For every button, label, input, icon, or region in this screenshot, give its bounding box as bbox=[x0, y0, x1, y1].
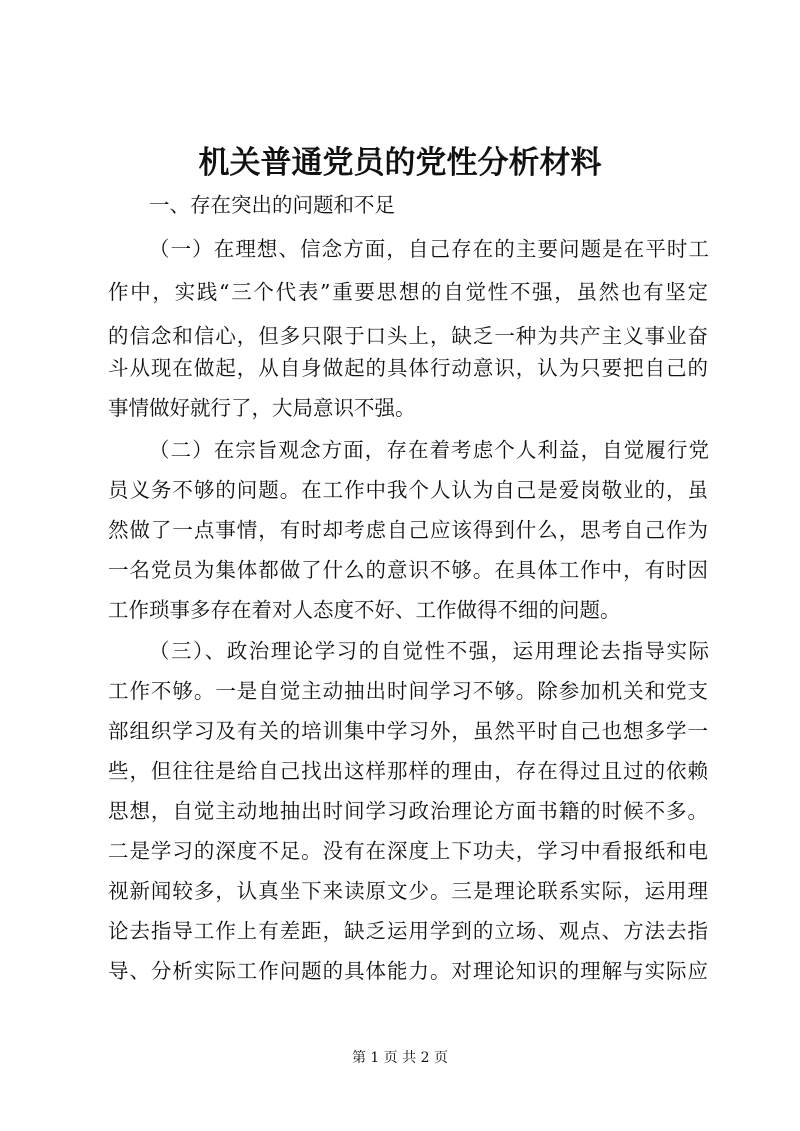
paragraph-2-line-1: （二）在宗旨观念方面，存在着考虑个人利益，自觉履行党 bbox=[149, 438, 709, 462]
paragraph-1-line-5: 事情做好就行了，大局意识不强。 bbox=[108, 396, 416, 420]
paragraph-2-line-5: 工作琐事多存在着对人态度不好、工作做得不细的问题。 bbox=[108, 598, 621, 622]
paragraph-2-line-4: 一名党员为集体都做了什么的意识不够。在具体工作中，有时因 bbox=[108, 558, 708, 582]
paragraph-1-line-4: 斗从现在做起，从自身做起的具体行动意识，认为只要把自己的 bbox=[108, 356, 708, 380]
paragraph-3-line-5: 思想，自觉主动地抽出时间学习政治理论方面书籍的时候不多。 bbox=[108, 799, 708, 823]
paragraph-3-line-6: 二是学习的深度不足。没有在深度上下功夫，学习中看报纸和电 bbox=[108, 839, 708, 863]
paragraph-3-line-1: （三）、政治理论学习的自觉性不强，运用理论去指导实际 bbox=[149, 639, 709, 663]
page-footer: 第 1 页 共 2 页 bbox=[351, 1050, 449, 1066]
paragraph-2-line-2: 员义务不够的问题。在工作中我个人认为自己是爱岗敬业的，虽 bbox=[108, 478, 708, 502]
paragraph-3-line-8: 论去指导工作上有差距，缺乏运用学到的立场、观点、方法去指 bbox=[108, 919, 708, 943]
section-heading: 一、存在突出的问题和不足 bbox=[149, 193, 395, 217]
paragraph-3-line-2: 工作不够。一是自觉主动抽出时间学习不够。除参加机关和党支 bbox=[108, 679, 708, 703]
paragraph-2-line-3: 然做了一点事情，有时却考虑自己应该得到什么，思考自己作为 bbox=[108, 518, 708, 542]
paragraph-3-line-9: 导、分析实际工作问题的具体能力。对理论知识的理解与实际应 bbox=[108, 959, 708, 983]
document-title: 机关普通党员的党性分析材料 bbox=[198, 145, 602, 181]
paragraph-3-line-4: 些，但往往是给自己找出这样那样的理由，存在得过且过的依赖 bbox=[108, 759, 708, 783]
paragraph-3-line-3: 部组织学习及有关的培训集中学习外，虽然平时自己也想多学一 bbox=[108, 719, 708, 743]
paragraph-1-line-1: （一）在理想、信念方面，自己存在的主要问题是在平时工 bbox=[149, 237, 709, 261]
paragraph-1-line-2: 作中，实践“三个代表”重要思想的自觉性不强，虽然也有坚定 bbox=[108, 280, 708, 304]
paragraph-1-line-3: 的信念和信心，但多只限于口头上，缺乏一种为共产主义事业奋 bbox=[108, 324, 708, 348]
paragraph-3-line-7: 视新闻较多，认真坐下来读原文少。三是理论联系实际，运用理 bbox=[108, 879, 708, 903]
